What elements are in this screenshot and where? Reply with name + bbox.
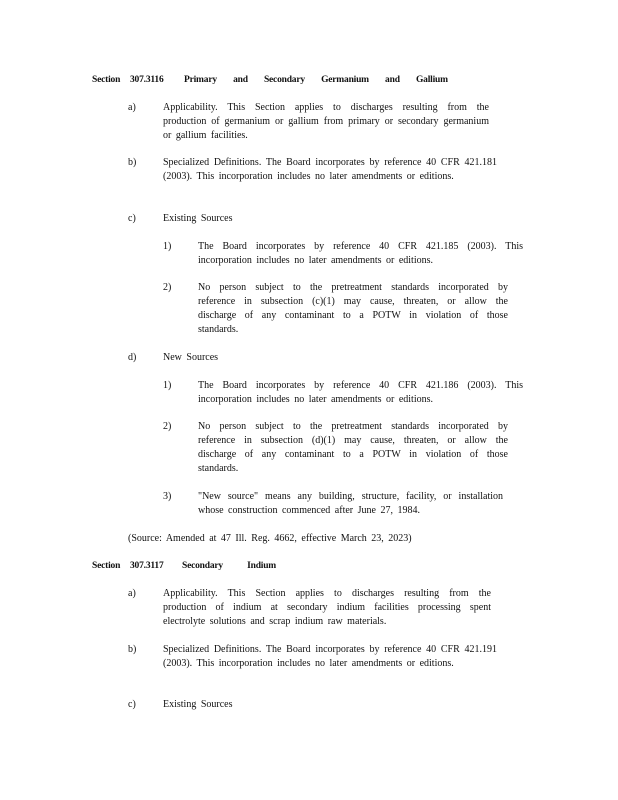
subsection-text-c: Existing Sources (163, 213, 233, 224)
section-title: Primary and Secondary Germanium and Gallium (184, 75, 448, 85)
paragraph-label-c1: 1) (163, 241, 172, 252)
paragraph-label-d3: 3) (163, 491, 172, 502)
subsection-text-c: Existing Sources (163, 699, 233, 710)
section-prefix: Section (92, 561, 121, 571)
section-prefix: Section (92, 75, 121, 85)
subsection-label-b: b) (128, 157, 137, 168)
section-heading-3117 (92, 561, 352, 575)
paragraph-text-c2: No person subject to the pretreatment standards incorporated by reference in subsection (c)(1) may cause, threaten, or allow the discharge of any contaminant to a POTW in violation of those standards. (198, 282, 508, 335)
subsection-label-c: c) (128, 213, 136, 224)
subsection-label-b: b) (128, 644, 137, 655)
paragraph-text-c1: The Board incorporates by reference 40 CFR 421.185 (2003). This incorporation includes no later amendments or editions. (198, 241, 523, 266)
subsection-label-c: c) (128, 699, 136, 710)
subsection-text-a: Applicability. This Section applies to discharges resulting from the production of germanium or gallium from primary or secondary germanium or gallium facilities. (163, 102, 489, 141)
subsection-text-b: Specialized Definitions. The Board incorporates by reference 40 CFR 421.181 (2003). This incorporation includes no later amendments or editions. (163, 157, 497, 182)
paragraph-text-d1: The Board incorporates by reference 40 CFR 421.186 (2003). This incorporation includes no later amendments or editions. (198, 380, 523, 405)
section-heading-3116 (92, 75, 452, 89)
paragraph-text-d3: "New source" means any building, structure, facility, or installation whose construction commenced after June 27, 1984. (198, 491, 503, 516)
section-number: 307.3117 (130, 561, 164, 571)
subsection-label-d: d) (128, 352, 137, 363)
paragraph-label-d2: 2) (163, 421, 172, 432)
subsection-text-d: New Sources (163, 352, 219, 363)
paragraph-text-d2: No person subject to the pretreatment standards incorporated by reference in subsection (d)(1) may cause, threaten, or allow the discharge of any contaminant to a POTW in violation of those standards. (198, 421, 508, 474)
section-number: 307.3116 (130, 75, 164, 85)
subsection-label-a: a) (128, 102, 136, 113)
paragraph-label-d1: 1) (163, 380, 172, 391)
subsection-text-b: Specialized Definitions. The Board incorporates by reference 40 CFR 421.191 (2003). This incorporation includes no later amendments or editions. (163, 644, 497, 669)
subsection-label-a: a) (128, 588, 136, 599)
section-title: Secondary Indium (182, 561, 277, 571)
source-note-3116: (Source: Amended at 47 Ill. Reg. 4662, effective March 23, 2023) (128, 533, 412, 544)
subsection-text-a: Applicability. This Section applies to discharges resulting from the production of indium at secondary indium facilities processing spent electrolyte solutions and scrap indium raw materials. (163, 588, 491, 627)
paragraph-label-c2: 2) (163, 282, 172, 293)
